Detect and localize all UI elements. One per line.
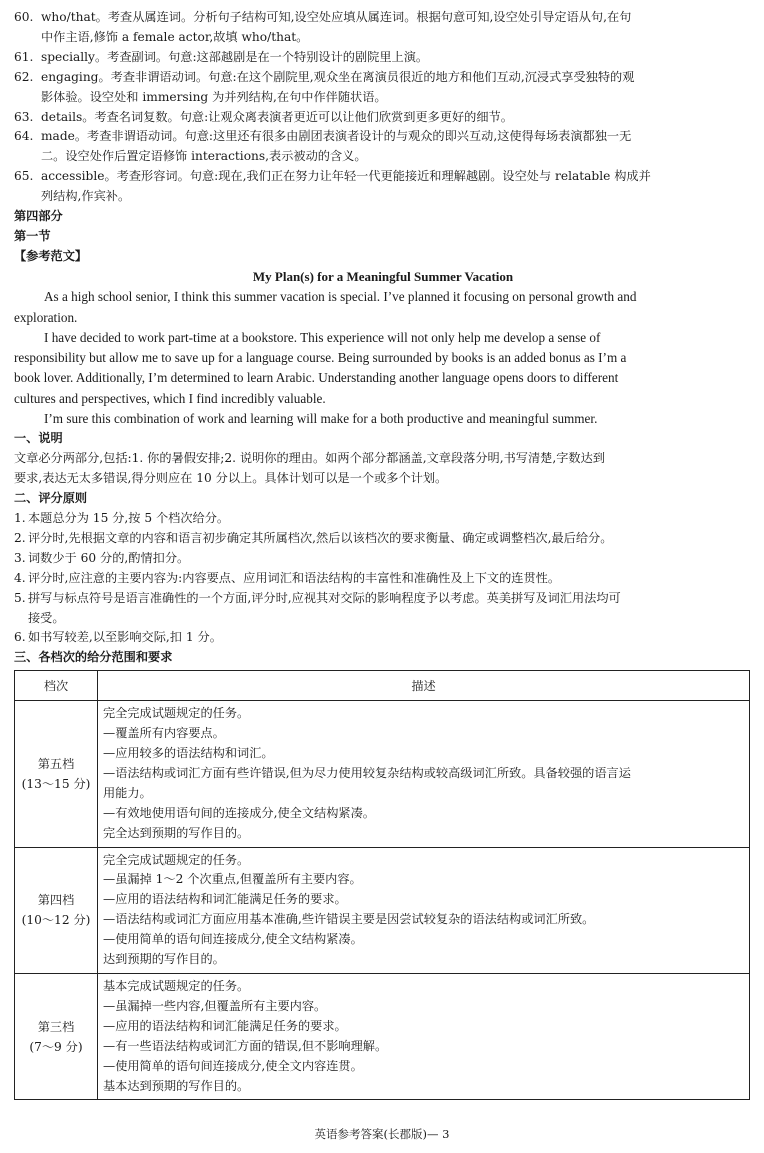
principle-content [28,549,752,569]
principle-content [28,529,752,549]
table-row [15,701,750,847]
principle-line: 如书写较差,以至影响交际,扣 1 分。 [28,630,222,645]
answer-number: 63. [14,109,34,124]
answer-line: accessible。考查形容词。句意:现在,我们正在努力让年轻一代更能接近和理解越剧。设空处与 relatable 构成并 [41,169,651,184]
grade-description-line: —语法结构或词汇方面应用基本准确,些许错误主要是因尝试较复杂的语法结构或词汇所致。 [103,912,595,927]
essay-title: My Plan(s) for a Meaningful Summer Vacation [252,268,514,284]
answer-item [14,68,752,108]
answer-explanations [14,8,752,207]
principle-content [28,628,752,648]
table-row [15,847,750,973]
grade-description-line: —有效地使用语句间的连接成分,使全文结构紧凑。 [103,805,375,820]
principle-number: 5. [14,590,26,605]
grade-description-line: —语法结构或词汇方面有些许错误,但为尽力使用较复杂结构或较高级词汇所致。具备较强的语言运 [103,765,631,780]
answer-content [41,127,752,167]
answer-content [41,68,752,108]
essay-line: I have decided to work part-time at a bookstore. This experience will not only help me develop a sense of [44,329,601,345]
essay-line: exploration. [14,309,78,325]
answer-item [14,108,752,128]
column-header-level: 档次 [15,671,98,701]
grade-description-line: —有一些语法结构或词汇方面的错误,但不影响理解。 [103,1038,388,1053]
answer-sheet-page [14,8,752,1100]
principle-number: 6. [14,630,26,645]
grade-level: 第三档 [37,1019,75,1034]
grade-level: 第五档 [37,756,75,771]
grade-description-line: —应用的语法结构和词汇能满足任务的要求。 [103,1018,347,1033]
answer-content [41,48,752,68]
answer-line: details。考查名词复数。句意:让观众离表演者更近可以让他们欣赏到更多更好的细节。 [41,109,513,124]
grade-description-line: 完全达到预期的写作目的。 [103,825,250,840]
principle-number: 2. [14,530,26,545]
answer-content [41,167,752,207]
page-footer: 英语参考答案(长郡版)— 3 [314,1127,450,1141]
sample-essay [14,287,752,429]
table-row [15,974,750,1100]
answer-number: 61. [14,49,34,64]
answer-line: specially。考查副词。句意:这部越剧是在一个特别设计的剧院里上演。 [41,49,429,64]
explain-line: 要求,表达无太多错误,得分则应在 10 分以上。具体计划可以是一个或多个计划。 [14,471,448,486]
principle-line: 词数少于 60 分的,酌情扣分。 [28,550,190,565]
principle-number: 1. [14,510,26,525]
principle-number: 4. [14,570,26,585]
grade-range: (10～12 分) [21,913,91,928]
part-heading: 第四部分 [14,209,63,224]
answer-item [14,8,752,48]
grade-description-line: —应用较多的语法结构和词汇。 [103,746,274,761]
principle-line: 评分时,应注意的主要内容为:内容要点、应用词汇和语法结构的丰富性和准确性及上下文的连贯性。 [28,570,561,585]
sample-essay-label: 【参考范文】 [14,248,88,263]
grade-description-line: —虽漏掉 1～2 个次重点,但覆盖所有主要内容。 [103,872,362,887]
answer-line: who/that。考查从属连词。分析句子结构可知,设空处应填从属连词。根据句意可知,设空处引导定语从句,在句 [41,10,632,24]
grade-level-cell [15,701,98,847]
grade-range: (13～15 分) [21,776,91,791]
grade-description-cell [98,974,750,1100]
principle-line: 评分时,先根据文章的内容和语言初步确定其所属档次,然后以该档次的要求衡量、确定或调整档次,最后给分。 [28,530,613,545]
answer-line: 二。设空处作后置定语修饰 interactions,表示被动的含义。 [41,149,367,164]
answer-number: 60. [14,10,34,24]
scoring-principles [14,509,752,648]
answer-number: 65. [14,169,34,184]
grade-description-line: 基本达到预期的写作目的。 [103,1078,250,1093]
grade-description-line: —覆盖所有内容要点。 [103,726,225,741]
principle-line: 拼写与标点符号是语言准确性的一个方面,评分时,应视其对交际的影响程度予以考虑。英美拼写及词汇用法均可 [28,590,621,605]
explain-heading: 一、说明 [14,431,63,446]
answer-number: 64. [14,129,34,144]
grade-description-line: —应用的语法结构和词汇能满足任务的要求。 [103,892,347,907]
answer-item [14,48,752,68]
principles-heading: 二、评分原则 [14,491,88,506]
principle-item [14,589,752,629]
essay-line: book lover. Additionally, I’m determined to learn Arabic. Understanding another language opens doors to different [14,370,619,386]
essay-line: responsibility but allow me to save up for a language course. Being surrounded by books is an added bonus as I’m a [14,350,627,366]
principle-line: 本题总分为 15 分,按 5 个档次给分。 [28,510,230,525]
principle-number: 3. [14,550,26,565]
explain-text [14,449,752,489]
grade-description-cell [98,701,750,847]
answer-content [41,108,752,128]
grade-description-line: 完全完成试题规定的任务。 [103,852,250,867]
principle-content [28,589,752,629]
answer-line: 影体验。设空处和 immersing 为并列结构,在句中作伴随状语。 [41,89,387,104]
grade-description-line: 达到预期的写作目的。 [103,952,225,967]
answer-line: engaging。考查非谓语动词。句意:在这个剧院里,观众坐在离演员很近的地方和他们互动,沉浸式享受独特的观 [41,69,635,84]
principle-item [14,529,752,549]
explain-line: 文章必分两部分,包括:1. 你的暑假安排;2. 说明你的理由。如两个部分都涵盖,文章段落分明,书写清楚,字数达到 [14,451,605,466]
essay-line: As a high school senior, I think this summer vacation is special. I’ve planned it focusing on personal growth and [44,289,637,305]
grading-table [14,670,750,1100]
essay-line: I’m sure this combination of work and learning will make for a both productive and meaningful summer. [44,411,598,427]
column-header-description: 描述 [98,671,750,701]
grade-description-cell [98,847,750,973]
section-heading: 第一节 [14,228,51,243]
answer-content [41,8,752,48]
principle-item [14,569,752,589]
answer-item [14,127,752,167]
answer-line: made。考查非谓语动词。句意:这里还有很多由剧团表演者设计的与观众的即兴互动,这使得每场表演都独一无 [41,129,632,144]
table-header-row [15,671,750,701]
grade-description-line: 完全完成试题规定的任务。 [103,706,250,721]
grade-level: 第四档 [37,893,75,908]
essay-line: cultures and perspectives, which I find incredibly valuable. [14,390,326,406]
principle-line: 接受。 [28,610,65,625]
principle-content [28,569,752,589]
principle-item [14,549,752,569]
answer-line: 列结构,作宾补。 [41,189,131,204]
answer-number: 62. [14,69,34,84]
grade-level-cell [15,974,98,1100]
grade-range: (7～9 分) [29,1039,83,1054]
grade-description-line: 基本完成试题规定的任务。 [103,979,250,994]
grade-level-cell [15,847,98,973]
grade-description-line: —虽漏掉一些内容,但覆盖所有主要内容。 [103,998,327,1013]
answer-item [14,167,752,207]
answer-line: 中作主语,修饰 a female actor,故填 who/that。 [41,29,309,44]
grade-description-line: —使用简单的语句间连接成分,使全文结构紧凑。 [103,932,363,947]
principle-item [14,509,752,529]
principle-content [28,509,752,529]
grade-description-line: —使用简单的语句间连接成分,使全文内容连贯。 [103,1058,363,1073]
principle-item [14,628,752,648]
grades-heading: 三、各档次的给分范围和要求 [14,650,173,665]
grade-description-line: 用能力。 [103,785,152,800]
